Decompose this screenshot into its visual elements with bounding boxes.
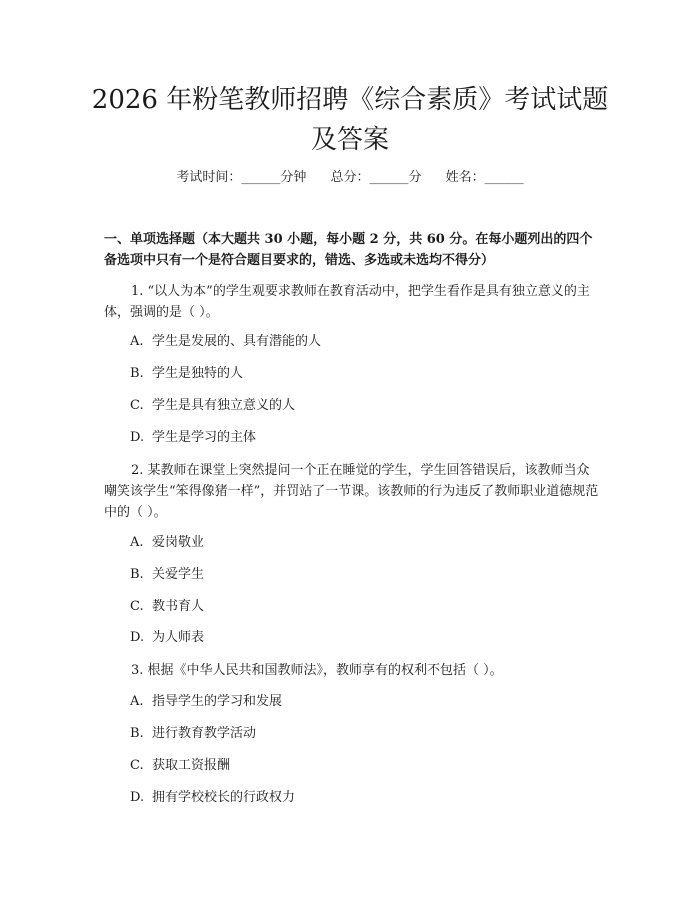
- option-text: 进行教育教学活动: [152, 726, 257, 741]
- question-option: [130, 396, 590, 416]
- option-text: 学生是学习的主体: [152, 430, 257, 445]
- document-title: 2026 年粉笔教师招聘《综合素质》考试试题及答案: [91, 85, 609, 155]
- option-letter: D.: [130, 790, 145, 805]
- option-letter: C.: [130, 758, 144, 773]
- option-text: 为人师表: [152, 630, 205, 645]
- question-stem: 1. “以人为本”的学生观要求教师在教育活动中，把学生看作是具有独立意义的主体，强调的是（ ）。: [104, 284, 590, 320]
- question-option: [130, 628, 590, 648]
- question-option: [130, 332, 590, 352]
- option-letter: A.: [130, 334, 144, 349]
- option-text: 学生是发展的、具有潜能的人: [152, 334, 322, 349]
- question-stem: 3. 根据《中华人民共和国教师法》，教师享有的权利不包括（ ）。: [131, 663, 503, 678]
- option-text: 爱岗敬业: [152, 535, 205, 550]
- question-stem: 2. 某教师在课堂上突然提问一个正在睡觉的学生，学生回答错误后，该教师当众嘲笑该学生“笨得像猪一样”，并罚站了一节课。该教师的行为违反了教师职业道德规范中的（ ）。: [104, 463, 599, 520]
- exam-time-label: 考试时间：______分钟: [176, 170, 307, 185]
- question-option: [130, 428, 590, 448]
- question-option: [130, 788, 590, 808]
- option-text: 学生是具有独立意义的人: [152, 398, 296, 413]
- question-option: [130, 533, 590, 553]
- total-score-label: 总分：______分: [330, 170, 422, 185]
- option-text: 教书育人: [152, 599, 205, 614]
- question-option: [130, 364, 590, 384]
- option-letter: B.: [130, 366, 144, 381]
- option-letter: D.: [130, 430, 145, 445]
- option-letter: C.: [130, 599, 144, 614]
- option-text: 学生是独特的人: [152, 366, 244, 381]
- option-letter: A.: [130, 694, 144, 709]
- question-option: [130, 756, 590, 776]
- student-name-label: 姓名：______: [445, 170, 524, 185]
- option-letter: D.: [130, 630, 145, 645]
- option-letter: C.: [130, 398, 144, 413]
- option-letter: B.: [130, 567, 144, 582]
- question-option: [130, 597, 590, 617]
- option-letter: A.: [130, 535, 144, 550]
- option-text: 拥有学校校长的行政权力: [152, 790, 296, 805]
- question-option: [130, 692, 590, 712]
- question-option: [130, 565, 590, 585]
- option-text: 指导学生的学习和发展: [152, 694, 283, 709]
- question-option: [130, 724, 590, 744]
- option-text: 关爱学生: [152, 567, 205, 582]
- option-text: 获取工资报酬: [152, 758, 231, 773]
- option-letter: B.: [130, 726, 144, 741]
- exam-meta: [0, 168, 700, 188]
- section-heading: 一、单项选择题（本大题共 30 小题，每小题 2 分，共 60 分。在每小题列出的四个备选项中只有一个是符合题目要求的，错选、多选或未选均不得分）: [104, 232, 593, 268]
